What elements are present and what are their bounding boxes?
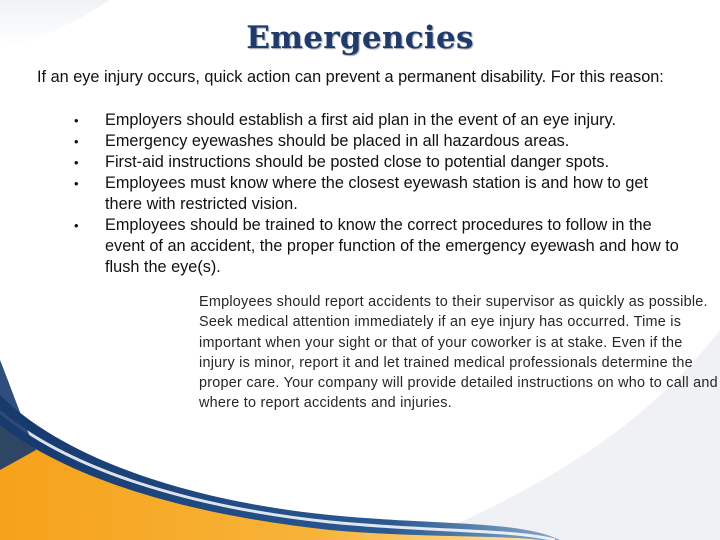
bullet-item xyxy=(37,173,687,215)
bullet-item xyxy=(37,152,687,173)
bullet-dot-icon: • xyxy=(74,113,79,128)
bullet-item xyxy=(37,215,687,278)
bullet-dot-icon: • xyxy=(74,176,79,191)
intro-paragraph: If an eye injury occurs, quick action can prevent a permanent disability. For this reason: xyxy=(37,68,664,86)
slide-title: Emergencies xyxy=(246,20,474,56)
bullet-item xyxy=(37,131,687,152)
bullet-text: Employers should establish a first aid plan in the event of an eye injury. xyxy=(105,111,617,129)
bullet-dot-icon: • xyxy=(74,134,79,149)
bullet-text: First-aid instructions should be posted close to potential danger spots. xyxy=(105,153,610,171)
bullet-dot-icon: • xyxy=(74,155,79,170)
bullet-list xyxy=(37,110,687,278)
bullet-text: Employees must know where the closest eyewash station is and how to get there with restricted vision. xyxy=(105,174,648,213)
bullet-item xyxy=(37,110,687,131)
reporting-note: Employees should report accidents to their supervisor as quickly as possible. Seek medical attention immediately if an eye injury has occurred. Time is important when your sight or that of your coworker is at stake. Even if the injury is minor, report it and let trained medical professionals determine the proper care. Your company will provide detailed instructions on who to call and where to report accidents and injuries. xyxy=(199,294,718,412)
bullet-dot-icon: • xyxy=(74,218,79,233)
bullet-text: Employees should be trained to know the correct procedures to follow in the event of an accident, the proper function of the emergency eyewash and how to flush the eye(s). xyxy=(105,216,679,276)
bullet-text: Emergency eyewashes should be placed in all hazardous areas. xyxy=(105,132,570,150)
